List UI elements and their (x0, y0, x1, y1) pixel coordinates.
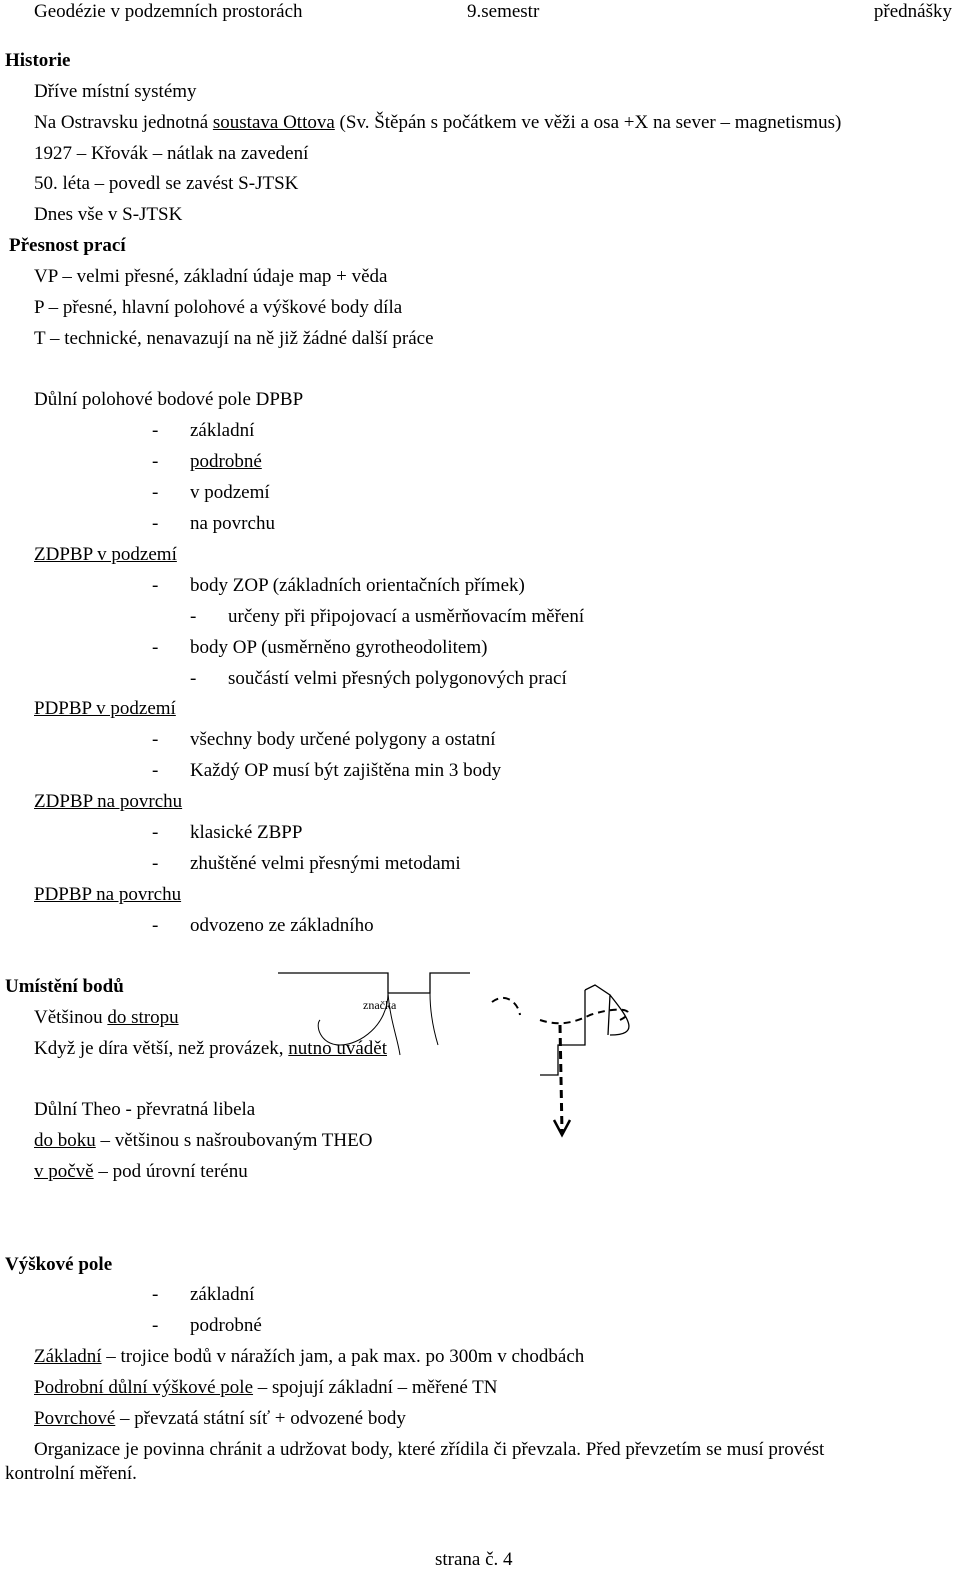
bullet-dash: - (152, 760, 159, 781)
zdpbp-podzemi-item-1: body ZOP (základních orientačních přímek) (190, 575, 525, 596)
pdpbp-povrchu-title: PDPBP na povrchu (34, 884, 182, 905)
vyskove-item-zakladni: základní (190, 1284, 255, 1305)
zdpbp-podzemi-item-2a: součástí velmi přesných polygonových prací (228, 668, 567, 689)
presnost-line-2: P – přesné, hlavní polohové a výškové body díla (34, 297, 403, 318)
bullet-dash: - (152, 482, 159, 503)
vyskove-line-2: Podrobní důlní výškové pole – spojují základní – měřené TN (34, 1377, 498, 1398)
sketch-label-znacka: značka (363, 998, 397, 1012)
pdpbp-podzemi-title: PDPBP v podzemí (34, 698, 176, 719)
bullet-dash: - (152, 451, 159, 472)
umisteni-heading: Umístění bodů (5, 976, 124, 997)
theo-line-2: do boku – většinou s našroubovaným THEO (34, 1130, 373, 1151)
theo-line-3: v počvě – pod úrovní terénu (34, 1161, 248, 1182)
dpbp-item-podzemi: v podzemí (190, 482, 270, 503)
vyskove-line-1: Základní – trojice bodů v náražích jam, a pak max. po 300m v chodbách (34, 1346, 585, 1367)
pdpbp-povrchu-item-1: odvozeno ze základního (190, 915, 374, 936)
pdpbp-podzemi-item-1: všechny body určené polygony a ostatní (190, 729, 496, 750)
dpbp-item-zakladni: základní (190, 420, 255, 441)
presnost-heading: Přesnost prací (9, 235, 126, 256)
vyskove-line-5: kontrolní měření. (5, 1463, 137, 1484)
historie-line-3: 1927 – Křovák – nátlak na zavedení (34, 143, 309, 164)
plumb-line-sketch (480, 980, 650, 1140)
zdpbp-podzemi-title: ZDPBP v podzemí (34, 544, 177, 565)
bullet-dash: - (152, 729, 159, 750)
bullet-dash: - (152, 1284, 159, 1305)
vyskove-line-4: Organizace je povinna chránit a udržovat body, které zřídila či převzala. Před převzetím se musí provést (34, 1439, 825, 1460)
umisteni-line-1: Většinou do stropu (34, 1007, 179, 1028)
vyskove-item-podrobne: podrobné (190, 1315, 262, 1336)
ceiling-mark-sketch (270, 965, 480, 1075)
dpbp-title: Důlní polohové bodové pole DPBP (34, 389, 304, 410)
bullet-dash: - (152, 420, 159, 441)
zdpbp-podzemi-item-1a: určeny při připojovací a usměrňovacím měření (228, 606, 585, 627)
vyskove-heading: Výškové pole (5, 1254, 113, 1275)
bullet-dash: - (152, 822, 159, 843)
page-number: strana č. 4 (435, 1549, 513, 1570)
dpbp-item-povrchu: na povrchu (190, 513, 275, 534)
umisteni-line-2: Když je díra větší, než provázek, nutno uvádět (34, 1038, 387, 1059)
bullet-dash: - (190, 668, 197, 689)
pdpbp-podzemi-item-2: Každý OP musí být zajištěna min 3 body (190, 760, 502, 781)
soustava-ottova-link: soustava Ottova (212, 112, 335, 133)
bullet-dash: - (190, 606, 197, 627)
zdpbp-povrchu-item-1: klasické ZBPP (190, 822, 303, 843)
bullet-dash: - (152, 1315, 159, 1336)
zdpbp-povrchu-title: ZDPBP na povrchu (34, 791, 183, 812)
dpbp-item-podrobne: podrobné (190, 451, 262, 472)
historie-line-1: Dříve místní systémy (34, 81, 197, 102)
header-type: přednášky (873, 1, 952, 22)
historie-line-5: Dnes vše v S-JTSK (34, 204, 183, 225)
vyskove-line-3: Povrchové – převzatá státní síť + odvozené body (34, 1408, 406, 1429)
historie-line-4: 50. léta – povedl se zavést S-JTSK (34, 173, 299, 194)
header-title: Geodézie v podzemních prostorách (34, 1, 303, 22)
zdpbp-podzemi-item-2: body OP (usměrněno gyrotheodolitem) (190, 637, 488, 658)
presnost-line-3: T – technické, nenavazují na ně již žádné další práce (34, 328, 434, 349)
zdpbp-povrchu-item-2: zhuštěné velmi přesnými metodami (190, 853, 461, 874)
header-semester: 9.semestr (467, 1, 540, 22)
bullet-dash: - (152, 575, 159, 596)
historie-line-2: Na Ostravsku jednotná soustava Ottova (Sv. Štěpán s počátkem ve věži a osa +X na sever – magnetismus) (34, 112, 842, 133)
bullet-dash: - (152, 915, 159, 936)
presnost-line-1: VP – velmi přesné, základní údaje map + věda (34, 266, 388, 287)
bullet-dash: - (152, 637, 159, 658)
historie-heading: Historie (5, 50, 71, 71)
bullet-dash: - (152, 853, 159, 874)
theo-line-1: Důlní Theo - převratná libela (34, 1099, 256, 1120)
bullet-dash: - (152, 513, 159, 534)
